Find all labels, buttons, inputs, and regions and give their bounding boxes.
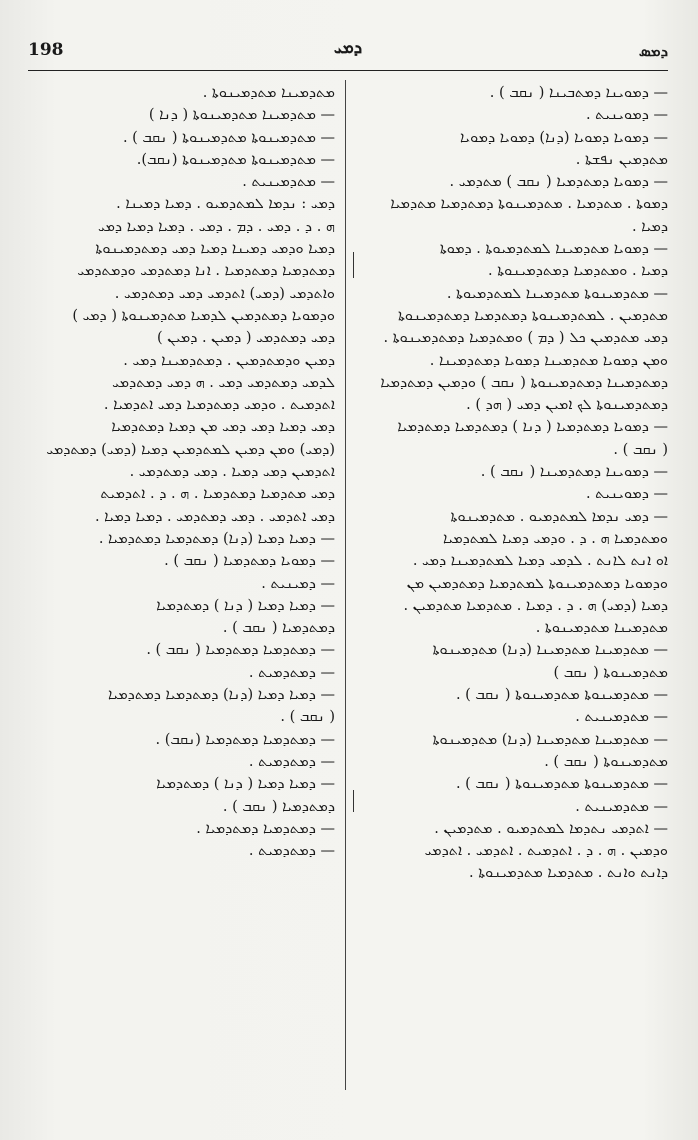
text-line: — ܕܡܬܕܡܝܐ ܕܡܬܕܡܝܐ (ܢܩܒ) . bbox=[155, 731, 335, 748]
text-line: — ܕܡܬܕܡܝܐ ܕܡܬܕܡܝܐ ( ܢܩܒ ) . bbox=[146, 642, 335, 659]
text-line: — ܡܬܕܡܝܢܐ ܡܬܕܡܝܢܐ (ܕܢܐ) ܡܬܕܡܝܢܘܬܐ bbox=[432, 731, 668, 748]
text-line: ܕܡܬܕܡܝܐ ( ܢܩܒ ) . bbox=[222, 798, 335, 815]
text-line: — ܕܡܬܕܡܝܬ . bbox=[248, 664, 335, 681]
text-line: — ܕܡܝܐ ܕܡܝܐ ( ܕܢܐ ) ܕܡܬܕܡܝܐ bbox=[156, 776, 335, 793]
text-line: — ܕܡܬܕܡܝܐ ܕܡܬܕܡܝܐ . bbox=[196, 820, 335, 837]
text-line: — ܕܡܝܐ ܕܡܝܐ (ܕܢܐ) ܕܡܬܕܡܝܐ ܕܡܬܕܡܝܐ . bbox=[98, 530, 335, 547]
text-line: ܕܡܝܐ . bbox=[632, 218, 668, 235]
text-line: ܘܕܡܝܢ . ܗ . ܕ . ܐܬܕܡܝܬ . ܐܬܕܡܝ . ܐܬܕܡܝ bbox=[424, 843, 668, 860]
text-line: ܕܡܝ : ܢܕܡܐ ܠܡܬܕܡܝܘ . ܕܡܝܐ ܕܡܝܢܐ . bbox=[116, 196, 335, 213]
text-line: — ܕܡܬܕܡܝܬ . bbox=[248, 753, 335, 770]
margin-mark bbox=[353, 252, 354, 278]
running-head-right: ܕܡܣ bbox=[638, 42, 668, 60]
text-line: ܕܡܘܬܐ . ܡܬܕܡܝܐ . ܡܬܕܡܝܢܘܬܐ ܕܡܬܕܡܝܐ ܡܬܕܡܝܐ bbox=[390, 196, 668, 213]
text-line: ܡܬܕܡܝܢ ܢܦܫܬܐ . bbox=[575, 151, 668, 168]
text-line: ܡܬܕܡܝܢܘܬܐ ( ܢܩܒ ) . bbox=[544, 753, 668, 770]
text-line: — ܐܬܕܡܝ ܢܬܕܡܐ ܠܡܬܕܡܝܘ . ܡܬܕܡܝܢ . bbox=[434, 820, 668, 837]
text-line: ܘܕܡܘܝܐ ܕܡܬܕܡܝܢܘܬܐ ܠܡܬܕܡܝܐ ܕܡܬܕܡܝܢ ܡܢ bbox=[406, 575, 668, 592]
text-line: ܕܡܬܕܡܝܢܘܬܐ ܠܟ ܐܡܝܢ ܕܡܝ ( ܗܕ ) . bbox=[466, 397, 668, 414]
text-line: — ܡܬܕܡܝܢܐ ܡܬܕܡܝܢܘܬܐ ( ܕܢܐ ) bbox=[148, 107, 335, 124]
text-line: — ܕܡܘܝܐ ܕܡܘܝܐ (ܕܢܐ) ܕܡܘܝܐ ܕܡܘܝܐ bbox=[460, 129, 668, 146]
text-line: — ܕܡܘܝܢܝܬ . bbox=[585, 486, 668, 503]
text-line: ܕܐܢܬ ܘܐܢܬ . ܡܬܕܡܝܐ ܡܬܕܡܝܢܘܬܐ . bbox=[469, 865, 668, 882]
text-line: ܡܬܕܡܝܢܐ ܡܬܕܡܝܢܘܬܐ . bbox=[202, 85, 335, 101]
running-head: ܕܡܝ bbox=[333, 38, 363, 58]
text-line: ܕܡܝܐ ܘܕܡܝ ܕܡܝܢܐ ܕܡܝܐ ܕܡܝ ܕܡܬܕܡܝܢܘܬܐ bbox=[95, 241, 335, 258]
text-line: ܕܡܬܕܡܝܢܐ ܕܡܬܕܡܝܢܘܬܐ ( ܢܩܒ ) ܘܕܡܝܢ ܕܡܬܕܡܝܐ bbox=[380, 374, 668, 391]
text-line: — ܡܬܕܡܝܢܝܬ . bbox=[575, 709, 668, 726]
text-line: — ܡܬܕܡܝܢܘܬܐ ܡܬܕܡܝܢܘܬܐ ( ܢܩܒ ) . bbox=[122, 129, 335, 146]
text-line: ܡܬܕܡܝܢ . ܠܡܬܕܡܝܢܘܬܐ ܕܡܬܕܡܝܐ ܕܡܬܕܡܝܢܘܬܐ bbox=[398, 307, 668, 324]
text-line: — ܕܡܘܝܐ ܕܡܬܕܡܝܐ ( ܕܢܐ ) ܕܡܬܕܡܝܐ ܕܡܬܕܡܝܐ bbox=[397, 419, 668, 436]
text-line: — ܡܬܕܡܝܢܝܬ . bbox=[575, 798, 668, 815]
column-divider bbox=[345, 80, 346, 1090]
left-column bbox=[30, 82, 335, 862]
text-line: ܘܡܢ ܕܡܘܝܐ ܡܬܕܡܝܢܐ ܕܡܘܝܐ ܕܡܬܕܡܝܢܐ . bbox=[429, 352, 668, 369]
text-line: — ܕܡܘܝܐ ܡܬܕܡܝܢܐ ܠܡܬܕܡܝܘܬܐ . ܕܡܘܬܐ bbox=[439, 241, 668, 258]
text-line: ܕܡܬܕܡܝܐ ܕܡܬܕܡܝܐ . ܐܢܐ ܕܡܬܕܡܝ ܘܕܡܬܕܡܝ bbox=[77, 263, 335, 280]
text-line: ܡܬܕܡܝܢܐ ܡܬܕܡܝܢܘܬܐ . bbox=[535, 620, 668, 637]
text-line: — ܕܡܘܝܐ ܕܡܬܕܡܝܐ ( ܢܩܒ ) ܡܬܕܡܝ . bbox=[449, 174, 668, 191]
text-line: ܕܡܝ ܡܬܕܡܝܐ ܕܡܬܕܡܝܐ . ܗ . ܕ . ܐܬܕܡܝܬ bbox=[100, 486, 335, 503]
text-line: ܠܕܡܝ ܕܡܬܕܡܝ ܕܡܝ . ܗ ܕܡܝ ܕܡܬܕܡܝ bbox=[112, 374, 335, 391]
text-line: ܘܕܡܘܝܐ ܕܡܬܕܡܝܢ ܠܕܡܝܐ ܡܬܕܡܝܢܘܬܐ ( ܕܡܝ ) bbox=[72, 307, 335, 324]
text-line: ܐܬܕܡܝܢ ܕܡܝ ܕܡܝܐ . ܕܡܝ ܕܡܬܕܡܝ . bbox=[129, 464, 335, 481]
text-line: — ܕܡܘܝܢܝܬ . bbox=[585, 107, 668, 124]
text-line: ܕܡܬܕܡܝܐ ( ܢܩܒ ) . bbox=[222, 620, 335, 637]
text-line: ܘܡܬܕܡܝܐ ܗ . ܕ . ܘܕܡܝ ܕܡܝܐ ܠܡܬܕܡܝܐ bbox=[443, 530, 668, 547]
text-line: ܕܡܝܐ . ܘܡܬܕܡܝܐ ܕܡܬܕܡܝܢܘܬܐ . bbox=[488, 263, 668, 280]
margin-mark bbox=[353, 790, 354, 812]
text-line: ܕܡܝܢ ܘܕܡܬܕܡܝܢ . ܕܡܬܕܡܝܢܐ ܕܡܝ . bbox=[123, 352, 335, 369]
text-line: ܕܡܝ ܡܬܕܡܝܢ ܟܠ ( ܕܡ ) ܘܡܬܕܡܝܐ ܕܡܬܕܡܝܢܘܬܐ . bbox=[383, 330, 668, 347]
text-line: ܐܬܕܡܝܬ . ܘܕܡܝ ܕܡܬܕܡܝܐ ܕܡܝ ܐܬܕܡܝܐ . bbox=[103, 397, 335, 414]
text-line: — ܕܡܝܐ ܕܡܝܐ ( ܕܢܐ ) ܕܡܬܕܡܝܐ bbox=[156, 597, 335, 614]
text-line: ܕܡܝܐ (ܕܡܝ) ܗ . ܕ . ܕܡܝܐ . ܡܬܕܡܝܐ ܡܬܕܡܝܢ . bbox=[403, 597, 668, 614]
text-line: ܡܬܕܡܝܢܘܬܐ ( ܢܩܒ ) bbox=[553, 664, 668, 681]
text-line: ܐܘ ܐܢܬ ܠܐܢܬ . ܠܕܡܝ ܕܡܝܐ ܠܡܬܕܡܝܢܐ ܕܡܝ . bbox=[412, 553, 668, 570]
text-line: — ܕܡܘܝܢܐ ܕܡܬܒܝܢܐ ( ܢܩܒ ) . bbox=[489, 85, 668, 101]
text-line: — ܕܡܝܐ ܕܡܝܐ (ܕܢܐ) ܕܡܬܕܡܝܐ ܕܡܬܕܡܝܐ bbox=[108, 687, 335, 704]
page-number: 198 bbox=[28, 40, 64, 60]
page-header bbox=[28, 38, 668, 66]
text-line: — ܡܬܕܡܝܢܐ ܡܬܕܡܝܢܐ (ܕܢܐ) ܡܬܕܡܝܢܘܬܐ bbox=[432, 642, 668, 659]
text-line: ܕܡܝ ܕܡܬܕܡܝ ( ܕܡܝܢ . ܕܡܝܢ ) bbox=[157, 330, 335, 347]
text-line: — ܕܡܝܢܝܬ . bbox=[261, 575, 335, 592]
text-line: — ܕܡܘܝܢܐ ܕܡܬܕܡܝܢܐ ( ܢܩܒ ) . bbox=[480, 464, 668, 481]
text-line: ( ܢܩܒ ) . bbox=[613, 441, 668, 458]
text-line: (ܕܡܝ) ܘܡܢ ܕܡܝܢ ܠܡܬܕܡܝܢ ܕܡܝܐ (ܕܡܝ) ܕܡܬܕܡܝ bbox=[46, 441, 335, 458]
text-line: — ܕܡܬܕܡܝܬ . bbox=[248, 843, 335, 860]
text-line: — ܡܬܕܡܝܢܝܬ . bbox=[242, 174, 335, 191]
text-line: — ܕܡܝ ܢܕܡܐ ܠܡܬܕܡܝܘ . ܡܬܕܡܝܢܘܬܐ bbox=[450, 508, 668, 525]
text-line: — ܕܡܘܝܐ ܕܡܬܕܡܝܐ ( ܢܩܒ ) . bbox=[164, 553, 335, 570]
text-line: — ܡܬܕܡܝܢܘܬܐ ܡܬܕܡܝܢܘܬܐ (ܢܩܒ). bbox=[136, 151, 335, 168]
right-column bbox=[358, 82, 668, 885]
text-line: — ܡܬܕܡܝܢܘܬܐ ܡܬܕܡܝܢܘܬܐ ( ܢܩܒ ) . bbox=[455, 776, 668, 793]
text-line: ܕܡܝ ܐܬܕܡܝ . ܕܡܝ ܕܡܬܕܡܝ . ܕܡܝܐ ܕܡܝܐ . bbox=[94, 508, 335, 525]
text-line: ܘܐܬܕܡܝ (ܕܡܝ) ܐܬܕܡܝ ܕܡܝ ܕܡܬܕܡܝ . bbox=[114, 285, 335, 302]
text-line: ( ܢܩܒ ) . bbox=[280, 709, 335, 726]
text-line: ܗ . ܕ . ܕܡܝ . ܕܡ . ܕܡܝ . ܕܡܝܐ ܕܡܝܐ ܕܡܝ bbox=[98, 218, 335, 235]
text-line: — ܡܬܕܡܝܢܘܬܐ ܡܬܕܡܝܢܘܬܐ ( ܢܩܒ ) . bbox=[455, 687, 668, 704]
header-rule bbox=[28, 70, 668, 71]
text-line: — ܡܬܕܡܝܢܘܬܐ ܡܬܕܡܝܢܐ ܠܡܬܕܡܝܘܬܐ . bbox=[446, 285, 668, 302]
text-line: ܕܡܝ ܕܡܝܐ ܕܡܝ ܕܡܝ ܡܢ ܕܡܝܐ ܕܡܬܕܡܝܐ bbox=[111, 419, 335, 436]
